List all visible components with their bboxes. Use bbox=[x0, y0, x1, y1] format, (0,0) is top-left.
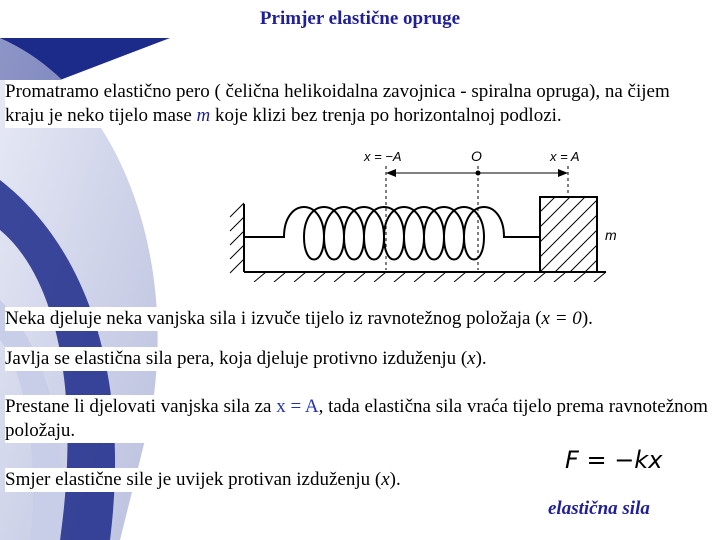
spring-diagram bbox=[226, 142, 636, 282]
arrow-head-left bbox=[386, 169, 396, 177]
hooke-law-formula bbox=[565, 446, 662, 474]
label-x-minus-a: x = −A bbox=[364, 149, 402, 164]
label-origin: O bbox=[471, 148, 482, 164]
label-x-a: x = A bbox=[550, 149, 580, 164]
intro-text-b: koje klizi bez trenja po horizontalnoj podlozi. bbox=[210, 105, 562, 126]
paragraph-elastic-force bbox=[5, 347, 710, 371]
label-mass: m bbox=[605, 227, 617, 243]
mass-symbol: m bbox=[196, 105, 211, 126]
p3-text-a: Javlja se elastična sila pera, koja djeluje protivno izduženju ( bbox=[5, 348, 468, 369]
p3-text-b: ). bbox=[475, 348, 487, 369]
floor-hatch bbox=[254, 272, 606, 282]
p2-equation: x = 0 bbox=[541, 308, 582, 329]
origin-dot bbox=[476, 171, 481, 176]
p2-text-b: ). bbox=[581, 308, 593, 329]
p5-text-a: Smjer elastične sile je uvijek protivan izduženju ( bbox=[5, 469, 382, 490]
paragraph-external-force bbox=[5, 307, 710, 331]
paragraph-return bbox=[5, 395, 710, 443]
intro-text-a: Promatramo elastično pero ( čelična helikoidalna zavojnica - spiralna opruga), na čijem kraju je neko tijelo mase bbox=[5, 81, 670, 126]
p5-text-b: ). bbox=[389, 469, 401, 490]
paragraph-direction bbox=[5, 468, 550, 492]
arrow-head-right bbox=[558, 169, 568, 177]
p5-variable: x bbox=[381, 469, 390, 490]
spring-coil bbox=[244, 207, 540, 260]
formula-rhs: = −kx bbox=[586, 446, 663, 474]
p3-variable: x bbox=[467, 348, 476, 369]
p2-text-a: Neka djeluje neka vanjska sila i izvuče tijelo iz ravnotežnog položaja ( bbox=[5, 308, 542, 329]
p4-text-b: , tada elastična sila vraća tijelo prema ravnotežnom položaju. bbox=[5, 396, 708, 441]
formula-caption: elastična sila bbox=[548, 498, 650, 519]
wall-hatch bbox=[230, 203, 244, 273]
p4-equation: x = A bbox=[276, 396, 319, 417]
p4-text-a: Prestane li djelovati vanjska sila za bbox=[5, 396, 277, 417]
slide-title: Primjer elastične opruge bbox=[259, 8, 461, 29]
intro-paragraph bbox=[5, 80, 705, 128]
formula-lhs: F bbox=[565, 446, 579, 474]
